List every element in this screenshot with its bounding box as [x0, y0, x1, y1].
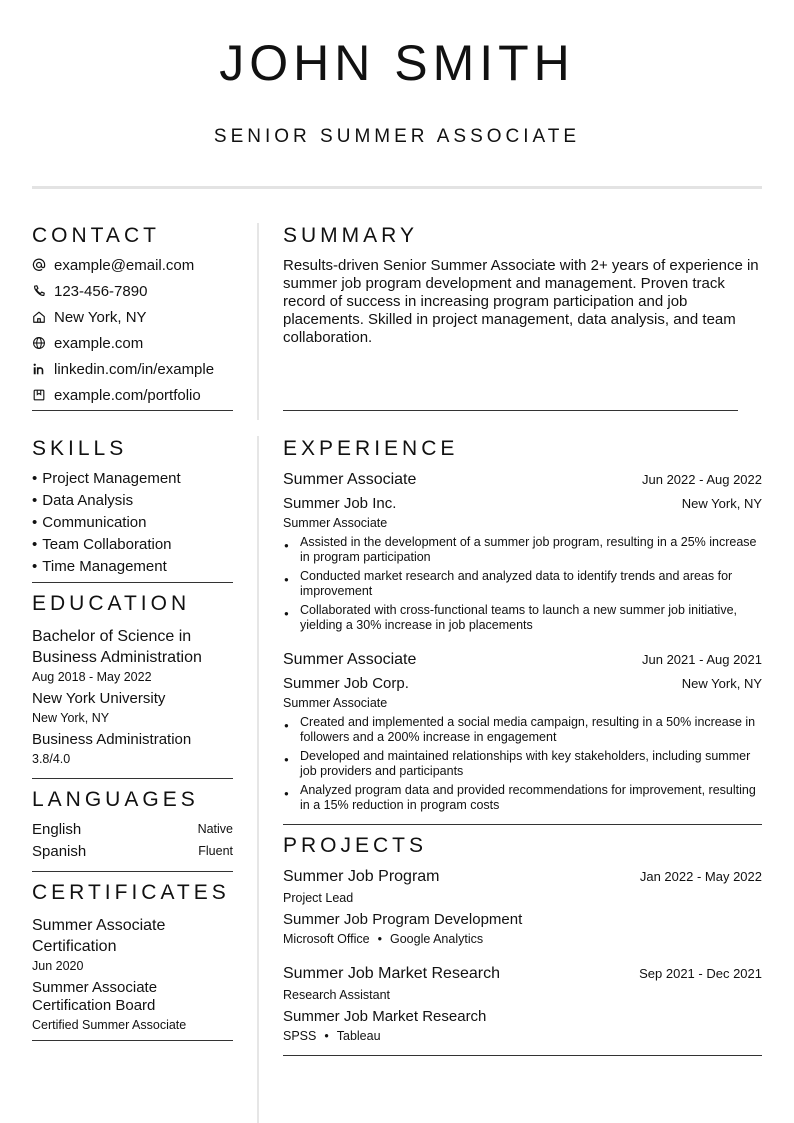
- project-name: Summer Job Program: [283, 868, 440, 885]
- projects-heading: PROJECTS: [283, 834, 428, 857]
- portfolio-icon: [32, 388, 46, 402]
- language-level: Fluent: [198, 844, 233, 858]
- phone-icon: [32, 284, 46, 298]
- certificates-divider: [32, 1040, 233, 1041]
- project-role: Project Lead: [283, 891, 354, 905]
- job-title: Summer Associate: [283, 471, 417, 488]
- education-heading: EDUCATION: [32, 592, 191, 615]
- projects-divider: [283, 1055, 762, 1056]
- certificate-credential: Certified Summer Associate: [32, 1018, 187, 1032]
- skill-item: • Project Management: [32, 470, 181, 487]
- globe-icon: [32, 336, 46, 350]
- resume-name: JOHN SMITH: [219, 35, 575, 91]
- project-subtitle: Summer Job Program Development: [283, 911, 523, 928]
- header-divider: [32, 186, 762, 189]
- contact-linkedin[interactable]: [32, 359, 214, 379]
- contact-website-text: example.com: [54, 334, 144, 352]
- language-name: English: [32, 821, 82, 838]
- contact-portfolio-text: example.com/portfolio: [54, 386, 201, 404]
- job-bullet: ● Collaborated with cross-functional teams to launch a new summer job initiative, yielding a 30% increase in job placements: [283, 603, 762, 633]
- column-divider-bottom: [257, 436, 259, 1123]
- contact-heading: CONTACT: [32, 224, 160, 247]
- job-dates: Jun 2021 - Aug 2021: [642, 652, 762, 667]
- certificate-name: Summer Associate Certification: [32, 917, 166, 955]
- contact-email[interactable]: [32, 255, 194, 275]
- linkedin-icon: [32, 362, 46, 376]
- skill-item: • Data Analysis: [32, 492, 133, 509]
- skill-item: • Team Collaboration: [32, 536, 172, 553]
- job-bullet: ● Created and implemented a social media campaign, resulting in a 50% increase in followers and a 200% increase in engagement: [283, 715, 762, 745]
- job-role: Summer Associate: [283, 516, 388, 530]
- summary-divider: [283, 410, 738, 411]
- project-dates: Sep 2021 - Dec 2021: [639, 966, 762, 981]
- job-bullets: [283, 535, 762, 637]
- summary-text: Results-driven Senior Summer Associate with 2+ years of experience in summer job program development and management. Proven track record of success in increasing program participation and job placements. Skilled in project management, data analysis, and team collaboration.: [283, 257, 759, 346]
- project-tool: SPSS: [283, 1029, 317, 1043]
- contact-linkedin-text: linkedin.com/in/example: [54, 360, 215, 378]
- language-level: Native: [197, 822, 233, 836]
- experience-heading: EXPERIENCE: [283, 437, 459, 460]
- job-bullet: ● Analyzed program data and provided recommendations for improvement, resulting in a 15% reduction in program costs: [283, 783, 762, 813]
- separator-dot: •: [324, 1029, 329, 1043]
- home-icon: [32, 310, 46, 324]
- resume-title: SENIOR SUMMER ASSOCIATE: [213, 126, 581, 147]
- contact-location-text: New York, NY: [54, 308, 147, 326]
- job-bullets: [283, 715, 762, 817]
- job-company: Summer Job Corp.: [283, 675, 409, 692]
- at-icon: [32, 258, 46, 272]
- certificate-date: Jun 2020: [32, 959, 84, 973]
- education-dates: Aug 2018 - May 2022: [32, 670, 152, 684]
- job-bullet: ● Developed and maintained relationships with key stakeholders, including summer job providers and participants: [283, 749, 762, 779]
- project-subtitle: Summer Job Market Research: [283, 1008, 487, 1025]
- job-dates: Jun 2022 - Aug 2022: [642, 472, 762, 487]
- project-tool: Google Analytics: [390, 932, 484, 946]
- project-tools: [283, 932, 483, 946]
- job-bullet: ● Conducted market research and analyzed data to identify trends and areas for improvement: [283, 569, 762, 599]
- education-divider: [32, 778, 233, 779]
- education-school: New York University: [32, 690, 166, 707]
- education-major: Business Administration: [32, 731, 192, 748]
- job-company: Summer Job Inc.: [283, 495, 397, 512]
- job-role: Summer Associate: [283, 696, 388, 710]
- skills-divider: [32, 582, 233, 583]
- languages-heading: LANGUAGES: [32, 788, 199, 811]
- contact-phone-text: 123-456-7890: [54, 282, 148, 300]
- job-bullet: ● Assisted in the development of a summer job program, resulting in a 25% increase in program participation: [283, 535, 762, 565]
- project-tool: Microsoft Office: [283, 932, 370, 946]
- skills-heading: SKILLS: [32, 437, 128, 460]
- contact-location: [32, 307, 147, 327]
- job-title: Summer Associate: [283, 651, 417, 668]
- contact-portfolio[interactable]: [32, 385, 201, 405]
- separator-dot: •: [377, 932, 382, 946]
- education-gpa: 3.8/4.0: [32, 752, 71, 766]
- column-divider-top: [257, 223, 259, 420]
- skill-item: • Time Management: [32, 558, 167, 575]
- project-tool: Tableau: [336, 1029, 381, 1043]
- languages-divider: [32, 871, 233, 872]
- language-name: Spanish: [32, 843, 87, 860]
- contact-email-text: example@email.com: [54, 256, 195, 274]
- education-degree: Bachelor of Science in Business Administration: [32, 628, 202, 666]
- project-tools: [283, 1029, 381, 1043]
- contact-divider: [32, 410, 233, 411]
- contact-website[interactable]: [32, 333, 143, 353]
- contact-phone[interactable]: [32, 281, 147, 301]
- experience-divider: [283, 824, 762, 825]
- project-dates: Jan 2022 - May 2022: [639, 869, 762, 884]
- certificate-issuer: Summer Associate Certification Board: [32, 979, 158, 1014]
- project-role: Research Assistant: [283, 988, 390, 1002]
- skill-item: • Communication: [32, 514, 146, 531]
- job-location: New York, NY: [681, 496, 762, 511]
- certificates-heading: CERTIFICATES: [32, 881, 230, 904]
- summary-heading: SUMMARY: [283, 224, 418, 247]
- job-location: New York, NY: [681, 676, 762, 691]
- project-name: Summer Job Market Research: [283, 965, 500, 982]
- education-location: New York, NY: [32, 711, 110, 725]
